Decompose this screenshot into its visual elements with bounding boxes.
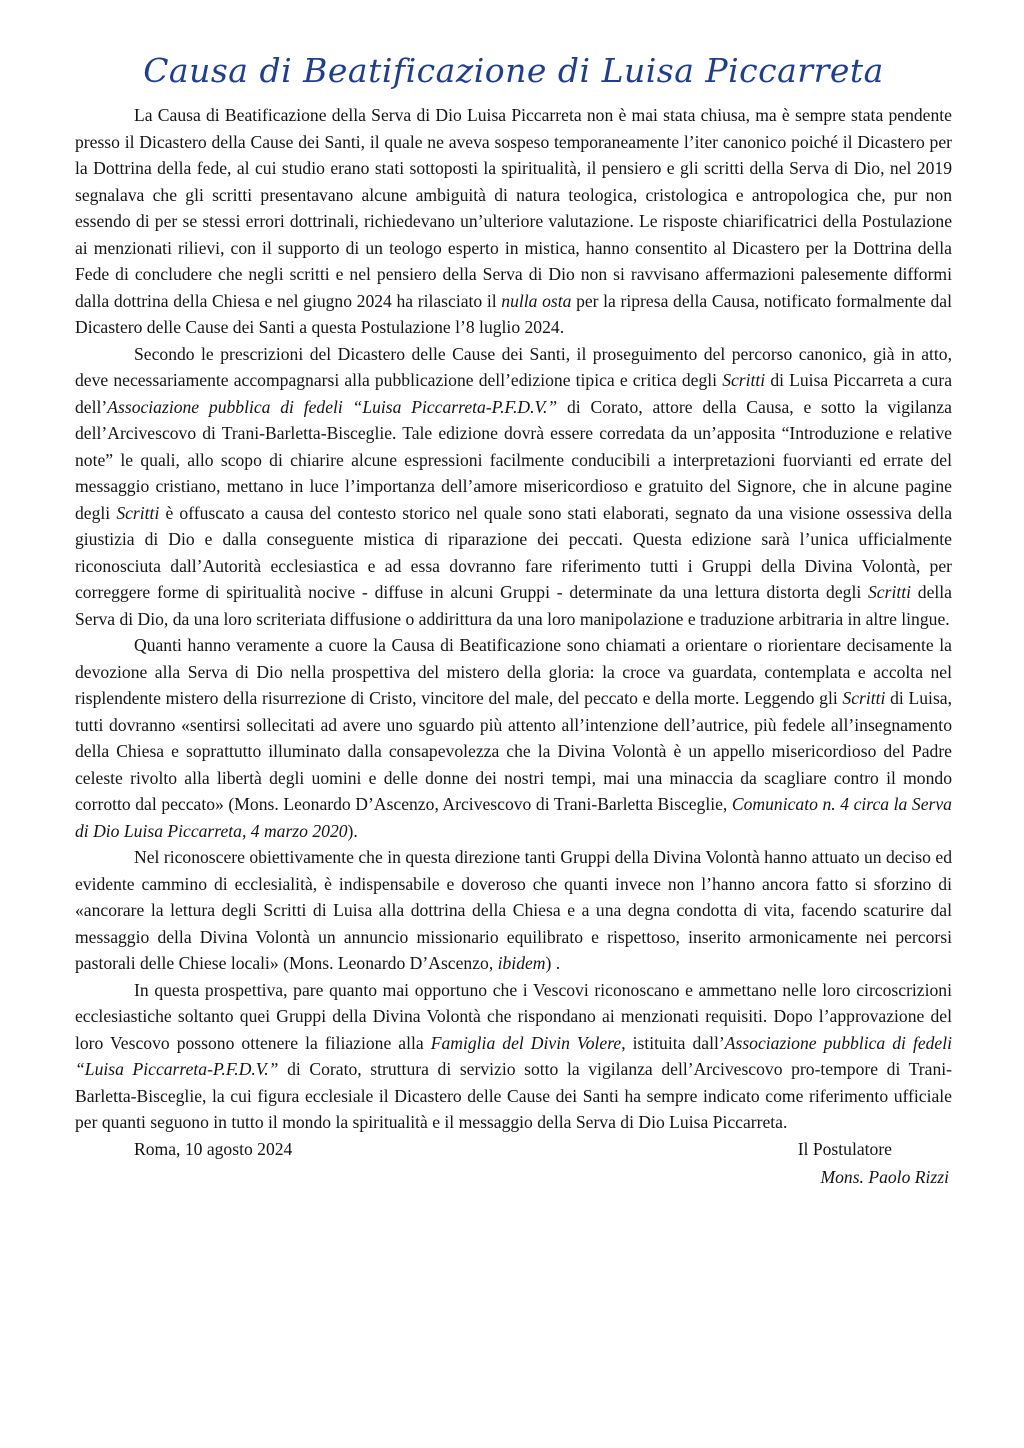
signer-role: Il Postulatore	[797, 1138, 892, 1159]
text-run: In questa prospettiva, pare quanto mai opportuno che i Vescovi riconoscano e ammettano nelle loro circoscrizioni ecclesiastiche soltanto quei Gruppi della Divina Volontà che rispondano ai menzionati requisiti. Dopo l’approvazione del loro Vescovo possono ottenere la filiazione alla	[75, 979, 952, 1053]
paragraph-5	[75, 977, 952, 1136]
text-run: La Causa di Beatificazione della Serva di Dio Luisa Piccarreta non è mai stata chiusa, ma è sempre stata pendente presso il Dicastero della Cause dei Santi, il quale ne aveva sospeso temporaneamente l’iter canonico poiché il Dicastero per la Dottrina della fede, al cui studio erano stati sottoposti la spiritualità, il pensiero e gli scritti della Serva di Dio, nel 2019 segnalava che gli scritti presentavano alcune ambiguità di natura teologica, cristologica e antropologica che, pur non essendo di per se stessi errori dottrinali, richiedevano un’ulteriore valutazione. Le risposte chiarificatrici della Postulazione ai menzionati rilievi, con il supporto di un teologo esperto in mistica, hanno consentito al Dicastero per la Dottrina della Fede di concludere che negli scritti e nel pensiero della Serva di Dio non si ravvisano affermazioni palesemente difformi dalla dottrina della Chiesa e nel giugno 2024 ha rilasciato il	[75, 105, 952, 311]
text-run: di Luisa Piccarreta a cura dell’	[75, 370, 953, 417]
italic-run: Associazione pubblica di fedeli “Luisa Piccarreta-P.F.D.V.”	[107, 396, 558, 417]
paragraph-4	[75, 844, 952, 977]
text-run: della Serva di Dio, da una loro scriteriata diffusione o addirittura da una loro manipolazione e traduzione arbitraria in altre lingue.	[75, 582, 952, 629]
text-run: di Luisa, tutti dovranno «sentirsi sollecitati ad avere uno sguardo più attento all’intenzione dell’autrice, più fedele all’insegnamento della Chiesa e soprattutto illuminato dalla consapevolezza che la Divina Volontà è un appello misericordioso del Padre celeste rivolto alla libertà degli uomini e delle donne dei nostri tempi, mai una minaccia da scagliare contro il mondo corrotto dal peccato» (Mons. Leonardo D’Ascenzo, Arcivescovo di Trani-Barletta Bisceglie,	[75, 688, 953, 814]
text-run: , istituita dall’	[621, 1032, 725, 1053]
place-date: Roma, 10 agosto 2024	[134, 1138, 293, 1159]
italic-run: ibidem	[497, 953, 546, 973]
document-body	[75, 102, 952, 1136]
text-run: di Corato, attore della Causa, e sotto la vigilanza dell’Arcivescovo di Trani-Barletta-Bisceglie. Tale edizione dovrà essere corredata da un’apposita “Introduzione e relative note” le quali, allo scopo di chiarire alcune espressioni facilmente conducibili a interpretazioni fuorvianti ed errate del messaggio cristiano, mettano in luce l’importanza dell’amore misericordioso e gratuito del Signore, che in alcune pagine degli	[75, 396, 952, 523]
italic-run: Scritti	[116, 502, 160, 523]
italic-run: Famiglia del Divin Volere	[430, 1032, 622, 1053]
text-run: ).	[347, 820, 358, 841]
paragraph-1	[75, 102, 952, 341]
text-run: è offuscato a causa del contesto storico nel quale sono stati elaborati, segnato da una visione ossessiva della giustizia di Dio e dalla conseguente mistica di riparazione dei peccati. Questa edizione sarà l’unica ufficialmente riconosciuta dall’Autorità ecclesiastica e ad essa dovranno fare riferimento tutti i Gruppi della Divina Volontà, per correggere forme di spiritualità nocive - diffuse in alcuni Gruppi - determinate da una lettura distorta degli	[75, 502, 953, 602]
text-run: Secondo le prescrizioni del Dicastero delle Cause dei Santi, il proseguimento del percorso canonico, già in atto, deve necessariamente accompagnarsi alla pubblicazione dell’edizione tipica e critica degli	[75, 343, 952, 390]
text-run: Nel riconoscere obiettivamente che in questa direzione tanti Gruppi della Divina Volontà hanno attuato un deciso ed evidente cammino di ecclesialità, è indispensabile e doveroso che quanti invece non l’hanno ancora fatto si sforzino di «ancorare la lettura degli Scritti di Luisa alla dottrina della Chiesa e a una degna condotta di vita, facendo scaturire dal messaggio della Divina Volontà un annuncio missionario equilibrato e rispettoso, inserito armonicamente nei percorsi pastorali delle Chiese locali» (Mons. Leonardo D’Ascenzo,	[75, 847, 952, 973]
italic-run: Scritti	[842, 688, 886, 708]
text-run: di Corato, struttura di servizio sotto la vigilanza dell’Arcivescovo pro-tempore di Trani-Barletta-Bisceglie, la cui figura ecclesiale il Dicastero delle Cause dei Santi ha sempre indicato come riferimento ufficiale per quanti seguono in tutto il mondo la spiritualità e il messaggio della Serva di Dio Luisa Piccarreta.	[75, 1059, 952, 1132]
document-title: Causa di Beatificazione di Luisa Piccarreta	[143, 51, 884, 90]
italic-run: Associazione pubblica di fedeli “Luisa Piccarreta-P.F.D.V.”	[75, 1032, 953, 1079]
text-run: Quanti hanno veramente a cuore la Causa di Beatificazione sono chiamati a orientare o riorientare decisamente la devozione alla Serva di Dio nella prospettiva del mistero della gloria: la croce va guardata, contemplata e accolta nel risplendente mistero della risurrezione di Cristo, vincitore del male, del peccato e della morte. Leggendo gli	[75, 635, 952, 708]
text-run: per la ripresa della Causa, notificato formalmente dal Dicastero delle Cause dei Santi a questa Postulazione l’8 luglio 2024.	[75, 290, 952, 337]
italic-run: Comunicato n. 4 circa la Serva di Dio Luisa Piccarreta, 4 marzo 2020	[75, 794, 952, 841]
closing-block	[75, 1136, 952, 1196]
signer-name: Mons. Paolo Rizzi	[820, 1166, 949, 1187]
paragraph-3	[75, 632, 952, 844]
italic-run: Scritti	[868, 582, 912, 602]
italic-run: nulla osta	[501, 290, 572, 311]
text-run: ) .	[545, 953, 561, 973]
paragraph-2	[75, 341, 952, 633]
italic-run: Scritti	[722, 370, 766, 390]
